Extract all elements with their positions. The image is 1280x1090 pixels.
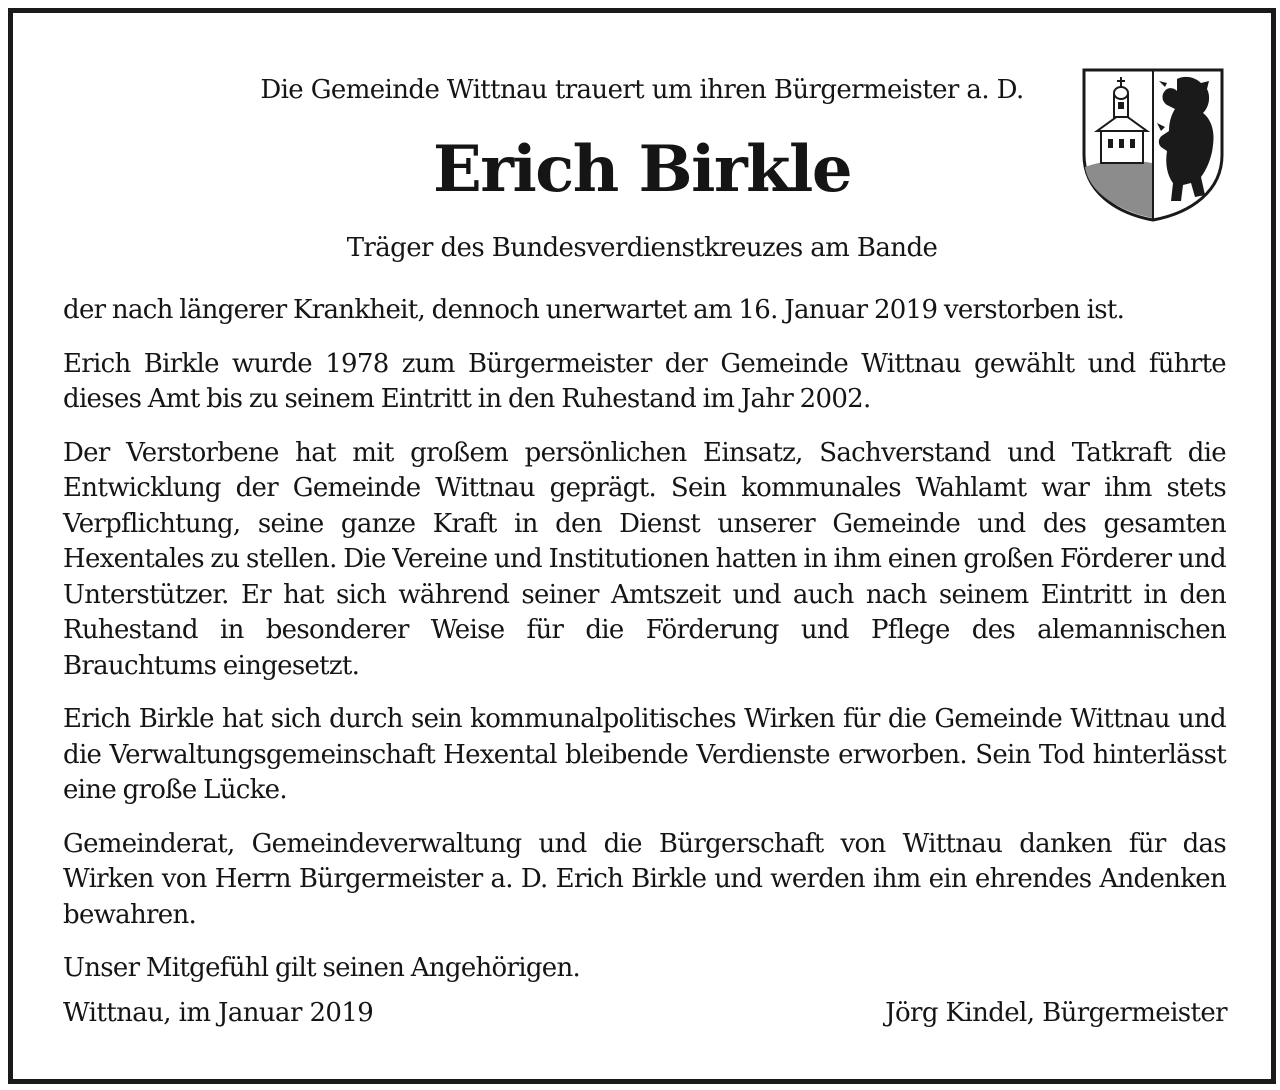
paragraph-achievements: Der Verstorbene hat mit großem persönlichen Einsatz, Sachverstand und Tatkraft die Entwicklung der Gemeinde Wittnau geprägt. Sein kommunales Wahlamt war ihm stets Verpflichtung, seine ganze Kraft in den Dienst unserer Gemeinde und des gesamten Hexentales zu stellen. Die Vereine und Institutionen hatten in ihm einen großen Förderer und Unterstützer. Er hat sich während seiner Amtszeit und auch nach seinem Eintritt in den Ruhestand in besonderer Weise für die Förderung und Pflege des alemannischen Brauchtums eingesetzt. [63,437,1226,681]
paragraph-condolences: Unser Mitgefühl gilt seinen Angehörigen. [63,953,581,983]
paragraph-thanks: Gemeinderat, Gemeindeverwaltung und die Bürgerschaft von Wittnau danken für das Wirken von Herrn Bürgermeister a. D. Erich Birkle und werden ihm ein ehrendes Andenken bewahren. [63,828,1226,930]
coat-of-arms-icon [1081,67,1225,223]
obituary-notice [13,13,1271,1079]
obituary-body [63,293,1226,1005]
paragraph-tenure: Erich Birkle wurde 1978 zum Bürgermeister der Gemeinde Wittnau gewählt und führte dieses Amt bis zu seinem Eintritt in den Ruhestand im Jahr 2002. [63,348,1226,414]
signature: Jörg Kindel, Bürgermeister [885,998,1227,1028]
place-and-date: Wittnau, im Januar 2019 [63,998,374,1028]
paragraph-merits: Erich Birkle hat sich durch sein kommunalpolitisches Wirken für die Gemeinde Wittnau und die Verwaltungsgemeinschaft Hexental bleibende Verdienste erworben. Sein Tod hinterlässt eine große Lücke. [63,704,1226,805]
obituary-frame [8,8,1276,1084]
honor-line: Träger des Bundesverdienstkreuzes am Bande [346,233,938,263]
intro-line: Die Gemeinde Wittnau trauert um ihren Bürgermeister a. D. [260,75,1024,105]
paragraph-death-notice: der nach längerer Krankheit, dennoch unerwartet am 16. Januar 2019 verstorben ist. [63,295,1125,325]
deceased-name: Erich Birkle [432,132,852,207]
